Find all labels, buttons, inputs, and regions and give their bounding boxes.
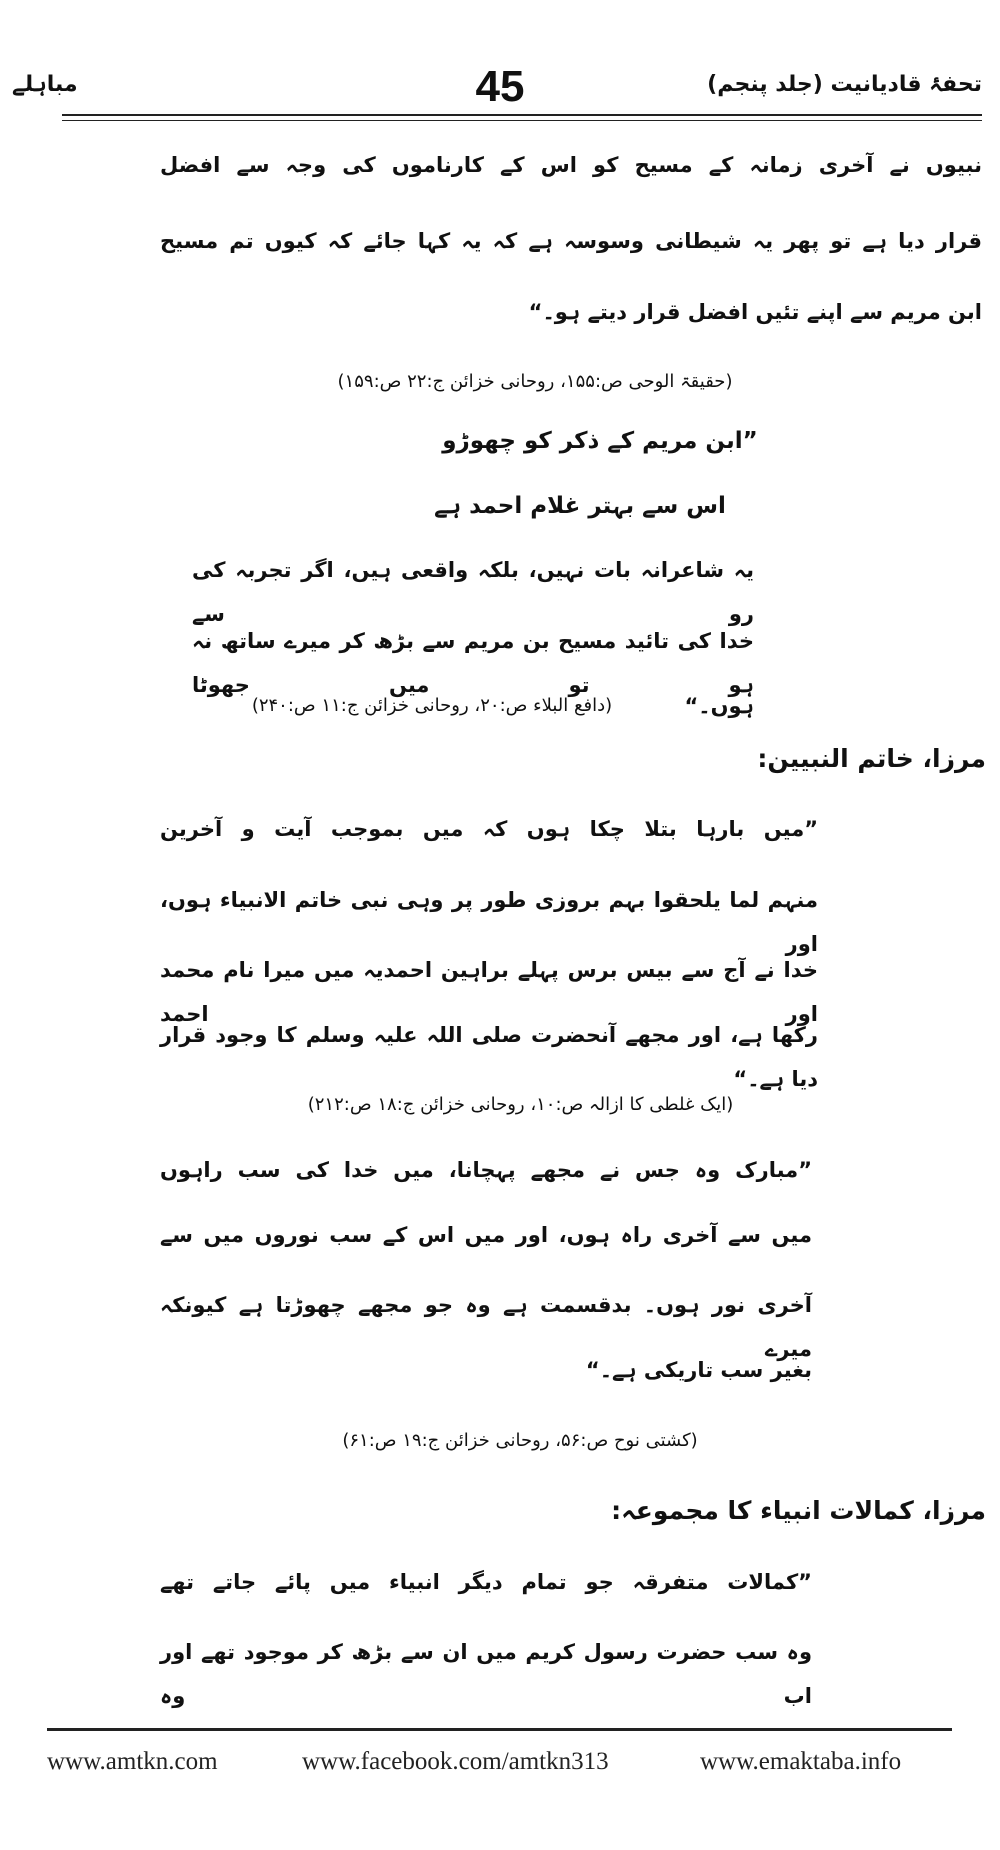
poem-line: ”ابن مریم کے ذکر کو چھوڑو: [442, 428, 758, 454]
citation: (ایک غلطی کا ازالہ ص:۱۰، روحانی خزائن ج:۱۸ ص:۲۱۲): [307, 1094, 734, 1115]
citation: (حقیقۃ الوحی ص:۱۵۵، روحانی خزائن ج:۲۲ ص:۱۵۹): [337, 371, 733, 392]
text-line: میں سے آخری راہ ہوں، اور میں اس کے سب نوروں میں سے: [160, 1223, 812, 1247]
citation: (کشتی نوح ص:۵۶، روحانی خزائن ج:۱۹ ص:۶۱): [342, 1430, 698, 1451]
text-line: نبیوں نے آخری زمانہ کے مسیح کو اس کے کارناموں کی وجہ سے افضل: [160, 153, 982, 177]
footer-rule: [47, 1728, 952, 1731]
text-line: رکھا ہے، اور مجھے آنحضرت صلی اللہ علیہ وسلم کا وجود قرار دیا ہے۔“: [160, 1023, 818, 1091]
text-line: بغیر سب تاریکی ہے۔“: [585, 1358, 812, 1382]
text-line: قرار دیا ہے تو پھر یہ شیطانی وسوسہ ہے کہ یہ کہا جائے کہ کیوں تم مسیح: [160, 229, 982, 253]
poem-line: اس سے بہتر غلام احمد ہے: [434, 493, 726, 519]
text-line: آخری نور ہوں۔ بدقسمت ہے وہ جو مجھے چھوڑتا ہے کیونکہ میرے: [160, 1293, 812, 1361]
text-line: ”میں بارہا بتلا چکا ہوں کہ میں بموجب آیت و آخرین: [160, 817, 818, 841]
header-rule-top: [62, 114, 982, 116]
text-line: ”مبارک وہ جس نے مجھے پہچانا، میں خدا کی سب راہوں: [160, 1158, 812, 1182]
book-title: تحفۂ قادیانیت (جلد پنجم): [707, 72, 982, 97]
page-number: 45: [475, 62, 525, 111]
text-line: منہم لما یلحقوا بہم بروزی طور پر وہی نبی خاتم الانبیاء ہوں، اور: [160, 888, 818, 956]
text-line: ابن مریم سے اپنے تئیں افضل قرار دیتے ہو۔“: [528, 300, 982, 324]
section-heading: مرزا، خاتم النبیین:: [757, 744, 986, 773]
section-title: مباہلے: [12, 72, 78, 97]
footer-link-emaktaba[interactable]: www.emaktaba.info: [700, 1748, 902, 1775]
text-line: خدا کی تائید مسیح بن مریم سے بڑھ کر میرے ساتھ نہ ہو تو میں جھوٹا: [192, 629, 754, 697]
section-heading: مرزا، کمالات انبیاء کا مجموعہ:: [611, 1496, 986, 1525]
header-rule-bottom: [62, 120, 982, 121]
citation: (دافع البلاء ص:۲۰، روحانی خزائن ج:۱۱ ص:۲۴۰): [251, 695, 613, 716]
text-line: وہ سب حضرت رسول کریم میں ان سے بڑھ کر موجود تھے اور اب وہ: [160, 1640, 812, 1708]
text-line: خدا نے آج سے بیس برس پہلے براہین احمدیہ میں میرا نام محمد اور احمد: [160, 958, 818, 1026]
footer-link-facebook[interactable]: www.facebook.com/amtkn313: [302, 1748, 609, 1775]
text-line: یہ شاعرانہ بات نہیں، بلکہ واقعی ہیں، اگر تجربہ کی رو سے: [192, 558, 754, 626]
text-line: ”کمالات متفرقہ جو تمام دیگر انبیاء میں پائے جاتے تھے: [160, 1570, 812, 1594]
text-line: ہوں۔“: [684, 694, 754, 718]
footer-link-amtkn[interactable]: www.amtkn.com: [47, 1748, 218, 1775]
